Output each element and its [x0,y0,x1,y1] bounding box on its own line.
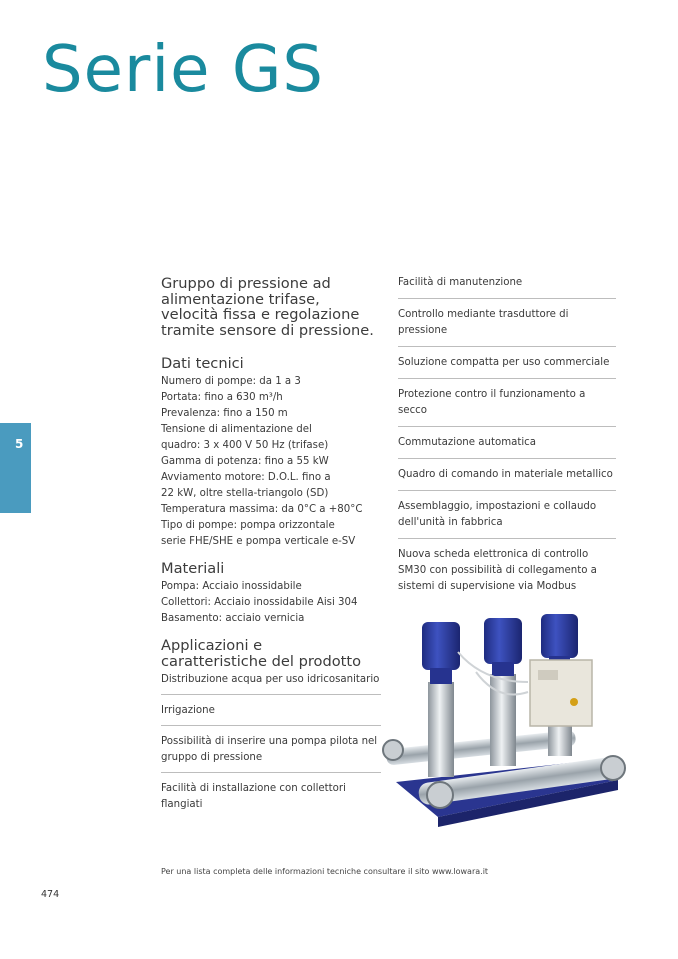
spec-line: Avviamento motore: D.O.L. fino a [161,472,331,483]
spec-line: 22 kW, oltre stella-triangolo (SD) [161,488,329,499]
spec-line: Prevalenza: fino a 150 m [161,408,288,419]
footnote: Per una lista completa delle informazioni tecniche consultare il sito www.lowara.it [161,867,489,876]
dati-tecnici-heading: Dati tecnici [161,355,244,372]
chapter-tab [0,423,31,513]
spec-line: Tipo di pompe: pompa orizzontale [161,520,335,531]
features-list [398,275,616,610]
feature-item: Soluzione compatta per uso commerciale [398,355,616,379]
chapter-number: 5 [15,437,24,451]
feature-item: Facilità di manutenzione [398,275,616,299]
pump-group-image [378,612,632,834]
application-item: Distribuzione acqua per uso idricosanitario [161,672,381,695]
spec-line: Tensione di alimentazione del [161,424,312,435]
application-item: Facilità di installazione con collettori flangiati [161,783,346,810]
feature-item: Nuova scheda elettronica di controllo SM30 con possibilità di collegamento a sistemi di supervisione via Modbus [398,549,597,592]
materiali-heading: Materiali [161,560,225,577]
material-line: Pompa: Acciaio inossidabile [161,581,302,592]
spec-line: Numero di pompe: da 1 a 3 [161,376,301,387]
applications-list [161,672,381,819]
intro-text: Gruppo di pressione ad alimentazione trifase, velocità fissa e regolazione tramite sensore di pressione. [161,275,374,339]
feature-item: Quadro di comando in materiale metallico [398,467,616,491]
spec-line: quadro: 3 x 400 V 50 Hz (trifase) [161,440,329,451]
feature-item: Protezione contro il funzionamento a secco [398,387,616,427]
page-number: 474 [41,889,60,900]
application-item: Possibilità di inserire una pompa pilota nel gruppo di pressione [161,734,381,773]
feature-item: Assemblaggio, impostazioni e collaudo dell'unità in fabbrica [398,499,616,539]
material-line: Collettori: Acciaio inossidabile Aisi 304 [161,597,358,608]
application-item: Irrigazione [161,703,381,726]
material-line: Basamento: acciaio vernicia [161,613,305,624]
applicazioni-heading: Applicazioni e caratteristiche del prodotto [161,637,362,670]
page-title: Serie GS [42,33,325,107]
feature-item: Commutazione automatica [398,435,616,459]
spec-line: Gamma di potenza: fino a 55 kW [161,456,329,467]
feature-item: Controllo mediante trasduttore di pressione [398,307,616,347]
left-column [161,276,381,827]
spec-line: Portata: fino a 630 m³/h [161,392,283,403]
spec-line: serie FHE/SHE e pompa verticale e-SV [161,536,356,547]
spec-line: Temperatura massima: da 0°C a +80°C [161,504,363,515]
